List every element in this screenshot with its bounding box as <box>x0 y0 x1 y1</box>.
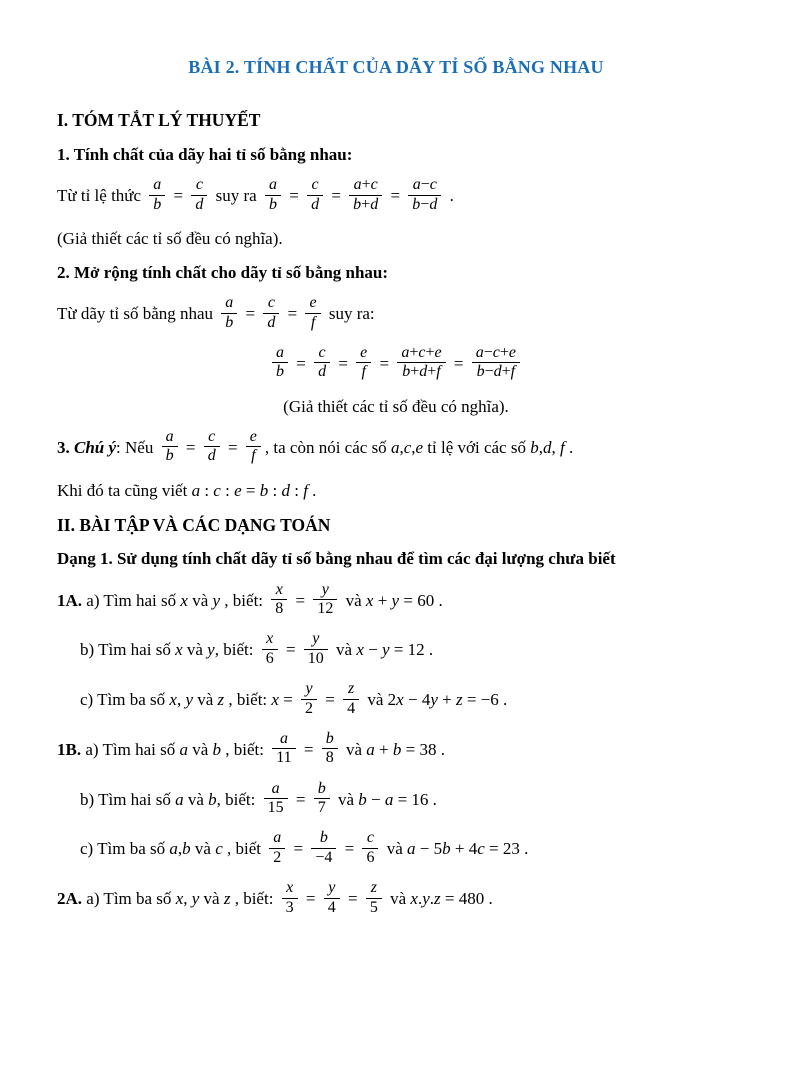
fraction-numerator: c <box>191 176 207 195</box>
fraction-numerator: a <box>272 730 295 749</box>
fraction-denominator: 7 <box>317 799 326 817</box>
fraction-denominator: d <box>267 313 276 331</box>
fraction <box>307 176 323 214</box>
fraction <box>362 829 378 867</box>
math-expression: y <box>212 590 221 610</box>
math-expression: y <box>207 640 215 660</box>
fraction <box>305 294 320 332</box>
fraction-numerator: a <box>265 176 281 195</box>
fraction-denominator: d <box>207 447 216 465</box>
fraction-denominator: b−d+f <box>476 363 516 381</box>
fraction-numerator: e <box>305 294 320 313</box>
fraction-numerator: y <box>304 630 328 649</box>
fraction-denominator: 2 <box>273 848 282 866</box>
fraction-numerator: b <box>311 829 336 848</box>
fraction-numerator: a <box>149 176 165 195</box>
fraction-denominator: 11 <box>276 749 292 767</box>
document-page <box>0 56 792 1080</box>
paragraph-extended-intro: Từ dãy tỉ số bằng nhau $\frac{a}{b}$ = $\frac{c}{d}$ = $\frac{e}{f}$ suy ra: <box>57 294 375 331</box>
fraction-denominator: −4 <box>315 848 333 866</box>
fraction <box>322 730 338 768</box>
fraction-denominator: f <box>361 363 366 381</box>
fraction-denominator: 15 <box>267 799 284 817</box>
math-expression: x − y = 12 <box>356 640 425 660</box>
math-expression: z <box>217 689 225 709</box>
fraction-denominator: b <box>268 195 277 213</box>
fraction-numerator: c <box>314 344 330 363</box>
fraction <box>282 879 298 917</box>
math-expression: 2x − 4y + z = −6 <box>387 689 499 709</box>
fraction <box>343 680 359 718</box>
fraction-numerator: c <box>362 829 378 848</box>
math-expression: z <box>223 889 231 909</box>
fraction <box>262 630 278 668</box>
fraction <box>311 829 336 867</box>
fraction <box>324 879 340 917</box>
fraction <box>408 176 441 214</box>
fraction-numerator: a <box>269 829 285 848</box>
fraction <box>246 428 261 466</box>
fraction-denominator: f <box>310 313 316 331</box>
math-expression: x <box>175 640 183 660</box>
exercise-1A-a: 1A. a) Tìm hai số x và y , biết: $\frac{x}{8}$ = $\frac{y}{12}$ và x + y = 60 . <box>57 580 443 617</box>
fraction-denominator: b−d <box>412 195 438 213</box>
fraction <box>162 428 178 466</box>
exercise-1B-c: c) Tìm ba số a,b và c , biết $\frac{a}{2}$ = $\frac{b}{-4}$ = $\frac{c}{6}$ và a − 5b + 4c = 23 . <box>80 829 529 866</box>
fraction-numerator: b <box>322 730 338 749</box>
exercise-1A-c: c) Tìm ba số x, y và z , biết: x = $\frac{y}{2}$ = $\frac{z}{4}$ và 2x − 4y + z = −6 . <box>80 680 508 717</box>
fraction <box>301 680 317 718</box>
fraction <box>204 428 220 466</box>
fraction <box>472 344 520 382</box>
fraction <box>264 780 288 818</box>
fraction-numerator: a+c+e <box>397 344 445 363</box>
paragraph-remark: 3. Chú ý: Nếu $\frac{a}{b}$ = $\frac{c}{d}$ = $\frac{e}{f}$ , ta còn nói các số a,c,e tỉ lệ với các số b,d, f . <box>57 427 574 465</box>
paragraph-proportion-notation: Khi đó ta cũng viết a : c : e = b : d : f . <box>57 480 317 500</box>
fraction-denominator: 5 <box>369 898 378 916</box>
fraction-numerator: a <box>221 294 237 313</box>
fraction <box>349 176 382 214</box>
fraction-denominator: 12 <box>317 599 334 617</box>
subsection-extended-property: 2. Mở rộng tính chất cho dãy tỉ số bằng nhau: <box>57 263 389 283</box>
fraction-denominator: b+d+f <box>402 363 441 381</box>
document-title: BÀI 2. TÍNH CHẤT CỦA DÃY TỈ SỐ BẰNG NHAU <box>188 57 604 77</box>
fraction-numerator: x <box>262 630 278 649</box>
math-expression: b <box>212 739 222 759</box>
fraction-numerator: z <box>366 879 382 898</box>
formula-extended-chain: $\frac{a}{b}$ = $\frac{c}{d}$ = $\frac{e}{f}$ = $\frac{a+c+e}{b+d+f}$ = $\frac{a-c+e}{b-d+f}$ <box>57 346 735 384</box>
fraction-numerator: a <box>264 780 288 799</box>
fraction-numerator: c <box>307 176 323 195</box>
fraction-numerator: a <box>162 428 178 447</box>
paragraph-assumption: (Giả thiết các tỉ số đều có nghĩa). <box>57 229 283 249</box>
fraction-numerator: x <box>271 581 287 600</box>
fraction-denominator: 8 <box>275 599 284 617</box>
math-expression: x, y <box>169 689 193 709</box>
fraction-denominator: b <box>225 313 234 331</box>
fraction <box>265 176 281 214</box>
fraction <box>191 176 207 214</box>
fraction-denominator: 6 <box>265 649 274 667</box>
math-expression: a <box>179 739 188 759</box>
math-expression: a + b = 38 <box>366 739 437 759</box>
fraction <box>272 730 295 768</box>
fraction-denominator: b <box>165 447 174 465</box>
fraction-numerator: a+c <box>349 176 382 195</box>
fraction <box>263 294 279 332</box>
fraction-denominator: b <box>153 195 162 213</box>
fraction <box>269 829 285 867</box>
math-expression: x <box>180 590 188 610</box>
math-expression: a,b <box>169 839 191 859</box>
fraction-numerator: e <box>246 428 261 447</box>
math-expression: a <box>175 789 184 809</box>
math-expression: b <box>208 789 217 809</box>
note-assumption-centered: (Giả thiết các tỉ số đều có nghĩa). <box>283 396 509 416</box>
fraction <box>314 780 330 818</box>
fraction-denominator: 6 <box>366 848 375 866</box>
fraction-denominator: 10 <box>307 649 324 667</box>
fraction-numerator: c <box>263 294 279 313</box>
math-expression: x, y <box>175 889 200 909</box>
fraction-denominator: b+d <box>353 195 379 213</box>
subsection-property-two-ratios: 1. Tính chất của dãy hai tỉ số bằng nhau: <box>57 145 353 165</box>
fraction-numerator: a−c+e <box>472 344 520 363</box>
math-expression: c <box>215 839 223 859</box>
exercise-1A-b: b) Tìm hai số x và y, biết: $\frac{x}{6}$ = $\frac{y}{10}$ và x − y = 12 . <box>80 630 434 667</box>
fraction-numerator: z <box>343 680 359 699</box>
math-expression: a : c : e = b : d : f <box>191 480 308 500</box>
fraction <box>304 630 328 668</box>
fraction-denominator: 4 <box>347 699 356 717</box>
fraction-denominator: d <box>311 195 320 213</box>
fraction <box>366 879 382 917</box>
fraction-numerator: x <box>282 879 298 898</box>
math-expression: x + y = 60 <box>365 590 435 610</box>
fraction-numerator: y <box>324 879 340 898</box>
math-expression: b − a = 16 <box>358 789 429 809</box>
fraction-denominator: b <box>275 363 284 381</box>
math-expression: a,c,e <box>390 437 424 457</box>
fraction <box>314 344 330 382</box>
math-expression: a − 5b + 4c = 23 <box>407 839 520 859</box>
math-expression: x.y.z = 480 <box>410 889 485 909</box>
exercise-2A-a: 2A. a) Tìm ba số x, y và z , biết: $\frac{x}{3}$ = $\frac{y}{4}$ = $\frac{z}{5}$ và x.y.z = 480 . <box>57 879 493 916</box>
fraction-numerator: a−c <box>408 176 441 195</box>
fraction-numerator: y <box>301 680 317 699</box>
math-expression: x = <box>271 689 293 709</box>
fraction <box>221 294 237 332</box>
fraction-numerator: e <box>356 344 371 363</box>
fraction <box>272 344 288 382</box>
math-expression: b,d, f <box>530 437 565 457</box>
fraction-numerator: b <box>314 780 330 799</box>
fraction <box>149 176 165 214</box>
fraction-denominator: d <box>195 195 204 213</box>
exercise-1B-a: 1B. a) Tìm hai số a và b , biết: $\frac{a}{11}$ = $\frac{b}{8}$ và a + b = 38 . <box>57 729 445 767</box>
paragraph-proportion-rule: Từ tỉ lệ thức $\frac{a}{b}$ = $\frac{c}{d}$ suy ra $\frac{a}{b}$ = $\frac{c}{d}$ = $\frac{a+c}{b+d}$ = $\frac{a-c}{b-d}$ . <box>57 176 454 213</box>
fraction <box>356 344 371 382</box>
subsection-type-1: Dạng 1. Sử dụng tính chất dãy tỉ số bằng nhau để tìm các đại lượng chưa biết <box>57 549 616 569</box>
fraction-numerator: c <box>204 428 220 447</box>
fraction <box>397 344 445 382</box>
fraction-denominator: f <box>251 447 256 465</box>
fraction <box>313 581 337 619</box>
fraction-numerator: a <box>272 344 288 363</box>
fraction <box>271 581 287 619</box>
fraction-denominator: 4 <box>327 898 336 916</box>
section-heading-theory: I. TÓM TẮT LÝ THUYẾT <box>57 110 261 131</box>
fraction-denominator: 8 <box>325 749 334 767</box>
fraction-denominator: 3 <box>285 898 294 916</box>
fraction-denominator: d <box>318 363 327 381</box>
fraction-numerator: y <box>313 581 337 600</box>
exercise-1B-b: b) Tìm hai số a và b, biết: $\frac{a}{15}$ = $\frac{b}{7}$ và b − a = 16 . <box>80 779 437 817</box>
section-heading-exercises: II. BÀI TẬP VÀ CÁC DẠNG TOÁN <box>57 514 331 535</box>
fraction-denominator: 2 <box>305 699 314 717</box>
